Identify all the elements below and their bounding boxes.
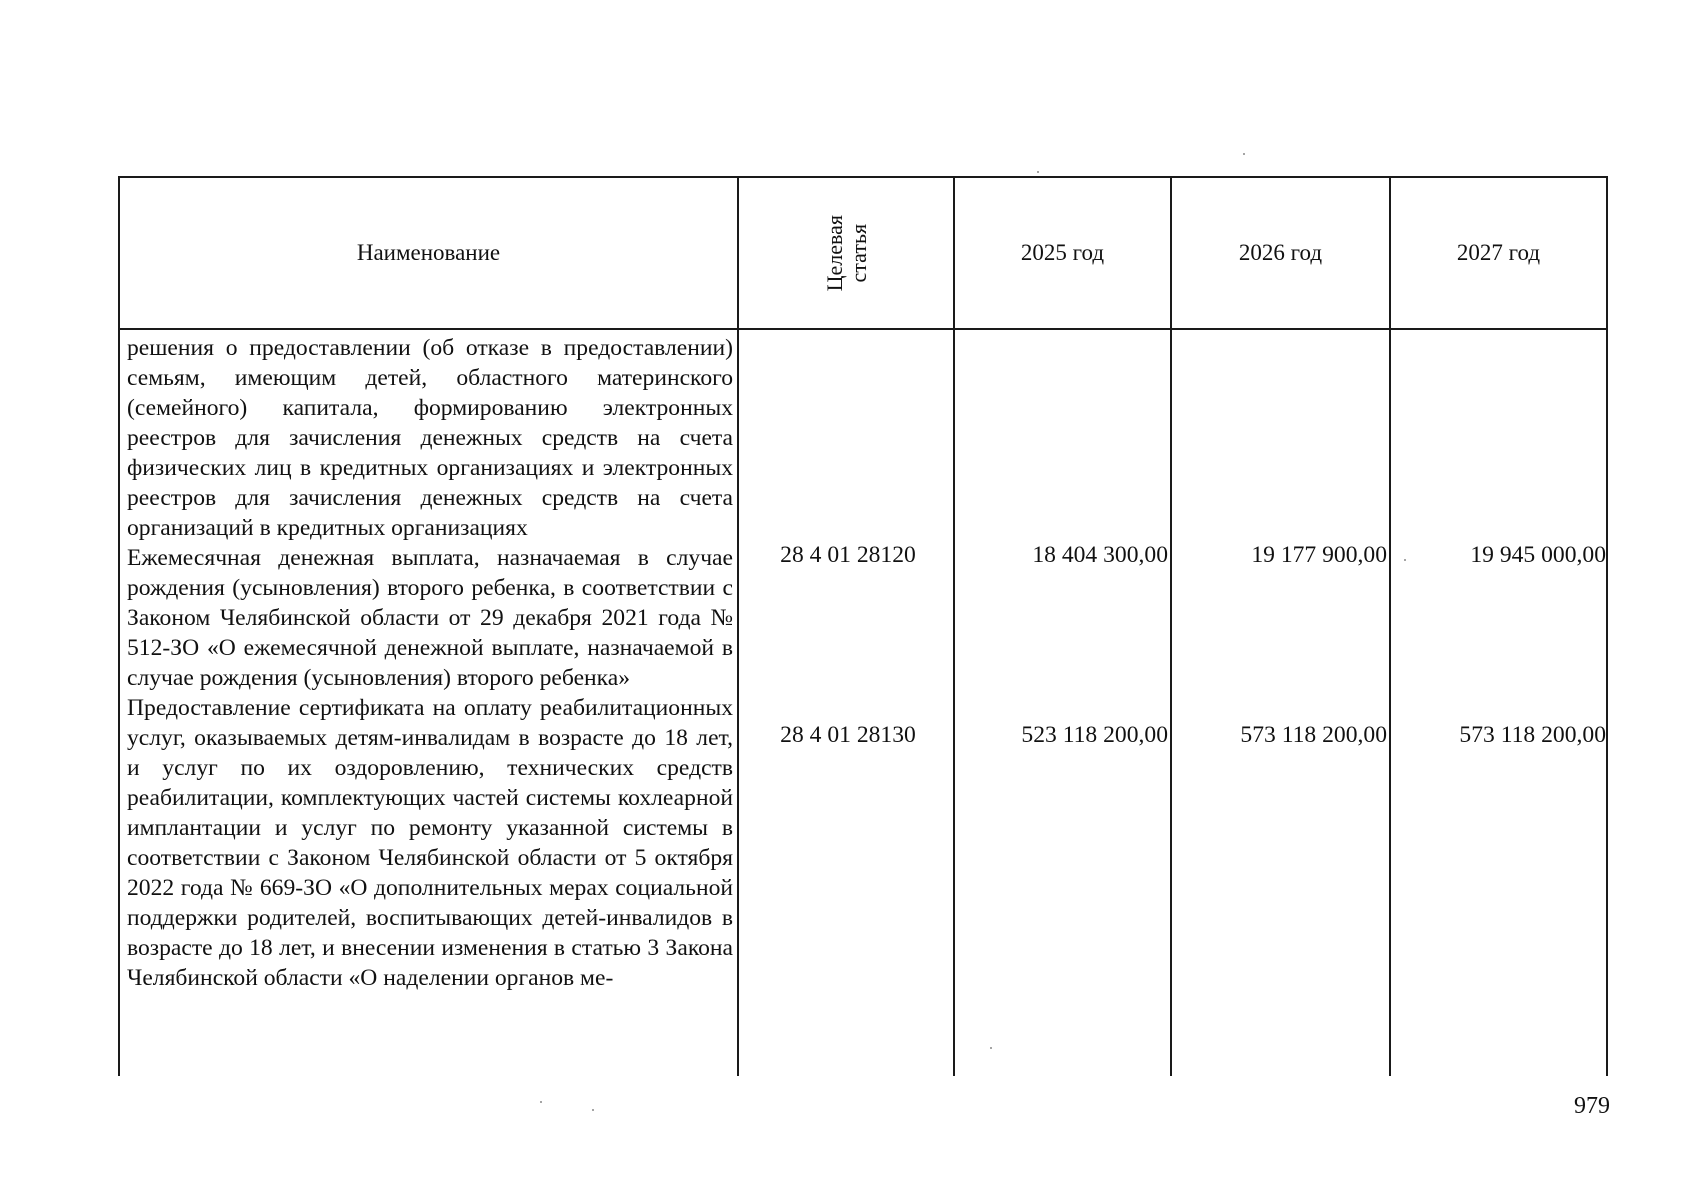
row-2-2026: 573 118 200,00 (1240, 722, 1387, 748)
header-2027 (1391, 178, 1606, 328)
header-2026 (1172, 178, 1389, 328)
row-1-2027: 19 945 000,00 (1470, 542, 1606, 568)
table-header-border (118, 328, 1608, 330)
scan-speck (540, 1101, 542, 1103)
header-name (120, 178, 737, 328)
header-2025-text: 2025 год (1020, 239, 1105, 265)
row-3-name: Предоставление сертификата на оплату реабилитационных услуг, оказываемых детям-инвалидам в возрасте до 18 лет, и услуг по их оздоровлению, технических средств реабилитации, комплектующих частей системы кохлеарной имплантации и услуг по ремонту указанной системы в соответствии с Законом Челябинской области от 5 октября 2022 года № 669-ЗО «О дополнительных мерах социальной поддержки родителей, воспитывающих детей-инвалидов в возрасте до 18 лет, и внесении изменения в статью 3 Закона Челябинской области «О наделении органов ме- (127, 695, 733, 991)
row-2-2027: 573 118 200,00 (1459, 722, 1606, 748)
row-2-name: Ежемесячная денежная выплата, назначаемая в случае рождения (усыновления) второго ребенка, в соответствии с Законом Челябинской области от 29 декабря 2021 года № 512-ЗО «О ежемесячной денежной выплате, назначаемой в случае рождения (усыновления) второго ребенка» (127, 545, 733, 691)
name-column (127, 333, 733, 993)
row-1-name: решения о предоставлении (об отказе в предоставлении) семьям, имеющим детей, областного материнского (семейного) капитала, формированию электронных реестров для зачисления денежных средств на счета физических лиц в кредитных организациях и электронных реестров для зачисления денежных средств на счета организаций в кредитных организациях (127, 335, 733, 541)
scan-speck (1243, 153, 1245, 155)
row-1-code: 28 4 01 28120 (780, 542, 916, 568)
header-target-article (741, 178, 954, 328)
row-2-code: 28 4 01 28130 (780, 722, 916, 748)
scan-speck (1404, 559, 1406, 561)
row-1-2026: 19 177 900,00 (1251, 542, 1387, 568)
header-code-line1: Целевая (822, 214, 848, 292)
row-2-2025: 523 118 200,00 (1021, 722, 1168, 748)
header-2025 (955, 178, 1170, 328)
header-target-article-text (823, 215, 871, 291)
page-number: 979 (1574, 1093, 1610, 1119)
table-border-right (1606, 176, 1608, 1076)
header-name-text: Наименование (356, 239, 501, 265)
scan-speck (990, 1047, 992, 1049)
header-2027-text: 2027 год (1456, 239, 1541, 265)
row-1-2025: 18 404 300,00 (1032, 542, 1168, 568)
scan-speck (592, 1109, 594, 1111)
header-code-line2: статья (846, 223, 872, 283)
scan-speck (1037, 171, 1039, 173)
header-2026-text: 2026 год (1238, 239, 1323, 265)
table-divider-name (737, 176, 739, 1076)
